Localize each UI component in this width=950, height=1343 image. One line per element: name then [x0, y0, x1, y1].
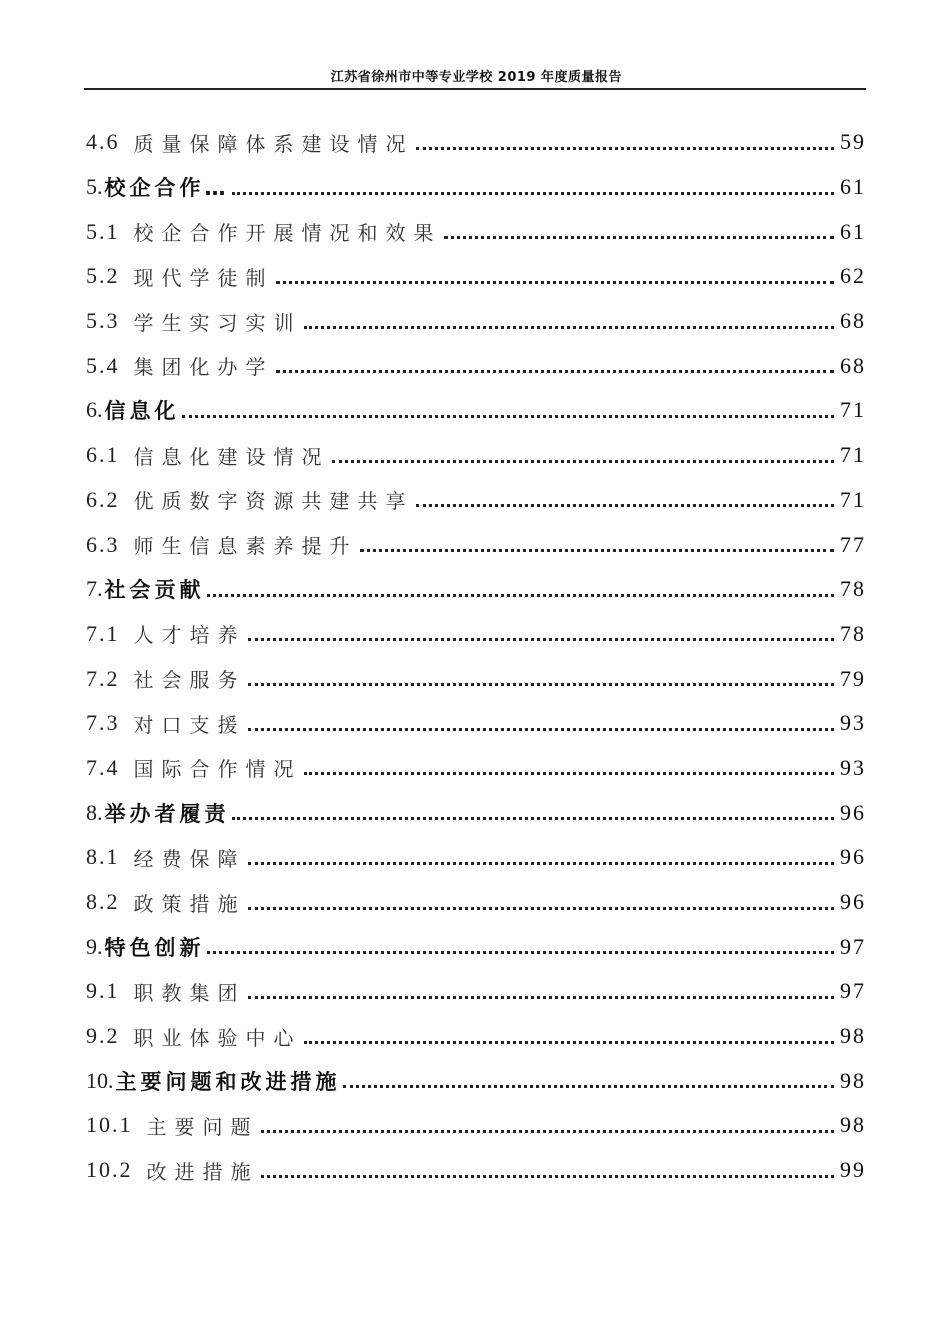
section-title: 校企合作… — [104, 176, 230, 201]
section-number: 10. — [86, 1067, 114, 1093]
toc-entry-7-2[interactable] — [86, 656, 866, 701]
section-title: 信息化建设情况 — [133, 444, 330, 469]
dot-leader — [248, 728, 835, 731]
dot-leader — [248, 862, 835, 865]
report-title: 江苏省徐州市中等专业学校 2019 年度质量报告 — [330, 70, 622, 85]
section-title: 政策措施 — [133, 891, 246, 916]
dot-leader — [304, 1041, 835, 1044]
dot-leader — [207, 594, 835, 597]
page-number: 68 — [840, 352, 866, 378]
page-number: 71 — [840, 486, 866, 512]
section-number: 8.2 — [86, 889, 120, 915]
section-number: 7.2 — [86, 665, 120, 691]
toc-entry-8[interactable] — [86, 790, 866, 835]
section-number: 6.2 — [86, 486, 120, 512]
section-number: 7.4 — [86, 754, 120, 780]
section-number: 4.6 — [86, 129, 120, 155]
section-title: 经费保障 — [133, 846, 246, 871]
page-number: 96 — [840, 844, 866, 870]
section-number: 6.1 — [86, 442, 120, 468]
section-title: 举办者履责 — [104, 801, 230, 826]
section-title: 信息化 — [104, 399, 180, 424]
section-number: 10.1 — [86, 1112, 133, 1138]
section-number: 9.1 — [86, 978, 120, 1004]
page-number: 97 — [840, 933, 866, 959]
toc-entry-7[interactable] — [86, 567, 866, 612]
toc-entry-4-6[interactable] — [86, 120, 866, 165]
section-number: 8. — [86, 799, 103, 825]
page-number: 61 — [840, 174, 866, 200]
section-number: 7.3 — [86, 710, 120, 736]
page-number: 79 — [840, 665, 866, 691]
page-number: 61 — [840, 218, 866, 244]
dot-leader — [248, 683, 835, 686]
page-number: 93 — [840, 754, 866, 780]
section-title: 职业体验中心 — [133, 1025, 302, 1050]
toc-entry-5-4[interactable] — [86, 343, 866, 388]
page-number: 96 — [840, 799, 866, 825]
section-title: 质量保障体系建设情况 — [133, 131, 414, 156]
section-title: 社会服务 — [133, 668, 246, 693]
section-number: 5.1 — [86, 218, 120, 244]
page-number: 98 — [840, 1023, 866, 1049]
dot-leader — [416, 504, 835, 507]
page-number: 98 — [840, 1112, 866, 1138]
page-number: 59 — [840, 129, 866, 155]
section-title: 学生实习实训 — [133, 310, 302, 335]
dot-leader — [444, 236, 835, 239]
section-number: 6.3 — [86, 531, 120, 557]
section-title: 师生信息素养提升 — [133, 534, 358, 559]
section-title: 主要问题和改进措施 — [115, 1069, 341, 1094]
toc-entry-7-4[interactable] — [86, 746, 866, 791]
section-title: 主要问题 — [146, 1114, 259, 1139]
section-title: 改进措施 — [146, 1159, 259, 1184]
toc-entry-8-2[interactable] — [86, 880, 866, 925]
toc-entry-5-1[interactable] — [86, 209, 866, 254]
toc-entry-9[interactable] — [86, 924, 866, 969]
dot-leader — [332, 460, 835, 463]
toc-entry-10[interactable] — [86, 1058, 866, 1103]
dot-leader — [304, 326, 835, 329]
dot-leader — [261, 1130, 835, 1133]
toc-entry-8-1[interactable] — [86, 835, 866, 880]
section-number: 5.2 — [86, 263, 120, 289]
section-number: 9. — [86, 933, 103, 959]
toc-entry-7-3[interactable] — [86, 701, 866, 746]
dot-leader — [232, 192, 835, 195]
toc-entry-6-2[interactable] — [86, 478, 866, 523]
dot-leader — [276, 281, 835, 284]
section-title: 社会贡献 — [104, 578, 205, 603]
toc-entry-10-2[interactable] — [86, 1148, 866, 1193]
page-number: 78 — [840, 620, 866, 646]
section-title: 现代学徒制 — [133, 265, 274, 290]
section-number: 5.3 — [86, 308, 120, 334]
page-number: 68 — [840, 308, 866, 334]
dot-leader — [416, 147, 835, 150]
section-title: 校企合作开展情况和效果 — [133, 221, 442, 246]
toc-entry-5-2[interactable] — [86, 254, 866, 299]
page-header — [84, 62, 866, 90]
section-number: 7.1 — [86, 620, 120, 646]
page-number: 96 — [840, 889, 866, 915]
section-number: 8.1 — [86, 844, 120, 870]
section-number: 5.4 — [86, 352, 120, 378]
page-number: 71 — [840, 397, 866, 423]
toc-entry-6[interactable] — [86, 388, 866, 433]
dot-leader — [304, 772, 835, 775]
section-title: 国际合作情况 — [133, 757, 302, 782]
toc-entry-6-1[interactable] — [86, 433, 866, 478]
dot-leader — [276, 370, 835, 373]
section-title: 集团化办学 — [133, 355, 274, 380]
toc-entry-7-1[interactable] — [86, 612, 866, 657]
section-title: 特色创新 — [104, 935, 205, 960]
page-number: 93 — [840, 710, 866, 736]
toc-entry-5-3[interactable] — [86, 299, 866, 344]
dot-leader — [248, 638, 835, 641]
toc-entry-6-3[interactable] — [86, 522, 866, 567]
dot-leader — [360, 549, 835, 552]
page-number: 78 — [840, 576, 866, 602]
page-number: 62 — [840, 263, 866, 289]
toc-entry-9-1[interactable] — [86, 969, 866, 1014]
page-number: 99 — [840, 1157, 866, 1183]
section-title: 职教集团 — [133, 980, 246, 1005]
section-title: 优质数字资源共建共享 — [133, 489, 414, 514]
dot-leader — [207, 951, 835, 954]
page-number: 97 — [840, 978, 866, 1004]
dot-leader — [182, 415, 835, 418]
page-number: 71 — [840, 442, 866, 468]
dot-leader — [261, 1175, 835, 1178]
dot-leader — [343, 1085, 835, 1088]
section-title: 对口支援 — [133, 712, 246, 737]
section-number: 7. — [86, 576, 103, 602]
dot-leader — [248, 996, 835, 999]
toc-entry-9-2[interactable] — [86, 1014, 866, 1059]
section-number: 6. — [86, 397, 103, 423]
page-number: 98 — [840, 1067, 866, 1093]
toc-entry-10-1[interactable] — [86, 1103, 866, 1148]
page-number: 77 — [840, 531, 866, 557]
dot-leader — [232, 817, 835, 820]
toc-entry-5[interactable] — [86, 165, 866, 210]
section-number: 9.2 — [86, 1023, 120, 1049]
dot-leader — [248, 907, 835, 910]
section-number: 5. — [86, 174, 103, 200]
section-number: 10.2 — [86, 1157, 133, 1183]
section-title: 人才培养 — [133, 623, 246, 648]
table-of-contents — [86, 120, 866, 1193]
